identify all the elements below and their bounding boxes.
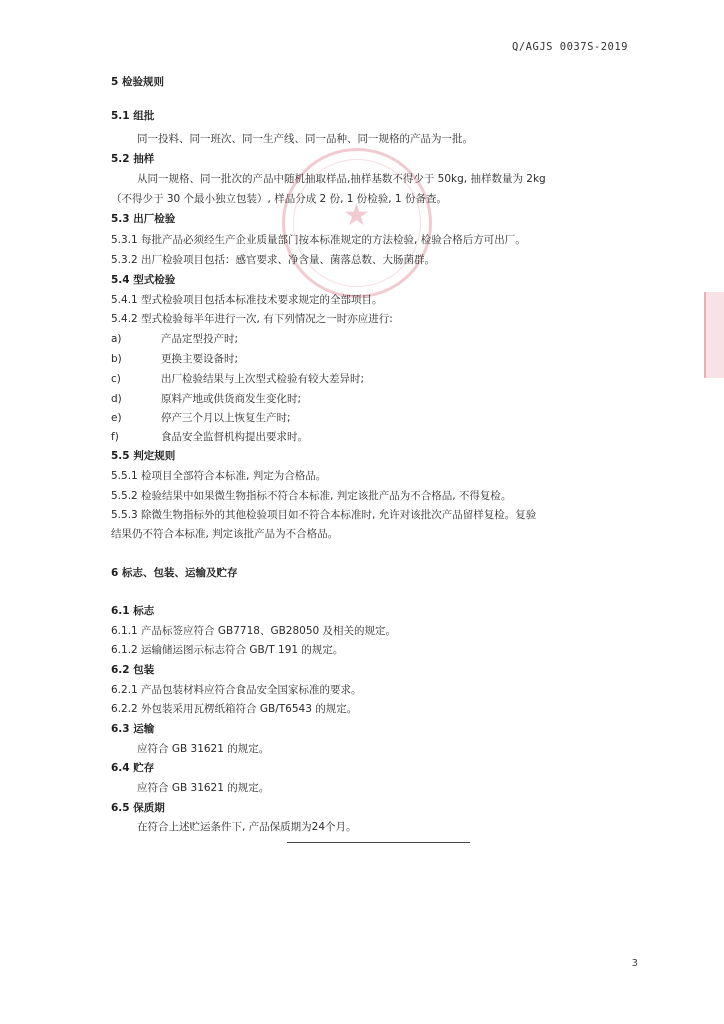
side-seal-stamp [704, 292, 724, 378]
section-5-4-1: 5.4.1 型式检验项目包括本标准技术要求规定的全部项目。 [111, 294, 383, 306]
section-5-5-3-cont: 结果仍不符合本标准, 判定该批产品为不合格品。 [111, 528, 339, 540]
end-rule-divider [287, 842, 470, 843]
section-5-5-heading: 5.5 判定规则 [111, 450, 176, 462]
standard-code: Q/AGJS 0037S-2019 [512, 41, 628, 53]
section-6-2-1: 6.2.1 产品包装材料应符合食品安全国家标准的要求。 [111, 684, 362, 696]
section-6-1-2: 6.1.2 运输储运图示标志符合 GB/T 191 的规定。 [111, 644, 344, 656]
section-5-4-2: 5.4.2 型式检验每半年进行一次, 有下列情况之一时亦应进行: [111, 313, 393, 325]
section-5-5-1: 5.5.1 检项目全部符合本标准, 判定为合格品。 [111, 470, 327, 482]
section-6-5-text: 在符合上述贮运条件下, 产品保质期为24个月。 [137, 821, 357, 833]
page-number: 3 [631, 958, 638, 969]
section-6-4-text: 应符合 GB 31621 的规定。 [137, 782, 270, 794]
section-5-3-heading: 5.3 出厂检验 [111, 213, 176, 225]
section-5-2-text-1: 从同一规格、同一批次的产品中随机抽取样品,抽样基数不得少于 50kg, 抽样数量为 2kg [137, 173, 546, 185]
section-6-heading: 6 标志、包装、运输及贮存 [111, 567, 238, 579]
list-marker-a: a) [111, 333, 122, 345]
list-item-c: 出厂检验结果与上次型式检验有较大差异时; [161, 373, 365, 385]
list-item-f: 食品安全监督机构提出要求时。 [161, 431, 308, 443]
list-item-a: 产品定型投产时; [161, 333, 239, 345]
list-item-b: 更换主要设备时; [161, 353, 239, 365]
list-item-d: 原料产地或供货商发生变化时; [161, 393, 302, 405]
section-6-3-text: 应符合 GB 31621 的规定。 [137, 743, 270, 755]
section-6-4-heading: 6.4 贮存 [111, 762, 155, 774]
section-5-heading: 5 检验规则 [111, 76, 164, 88]
section-6-1-1: 6.1.1 产品标签应符合 GB7718、GB28050 及相关的规定。 [111, 625, 397, 637]
list-marker-d: d) [111, 393, 122, 405]
list-marker-b: b) [111, 353, 122, 365]
section-6-1-heading: 6.1 标志 [111, 605, 155, 617]
seal-star-icon: ★ [343, 198, 370, 233]
section-5-2-heading: 5.2 抽样 [111, 153, 155, 165]
list-marker-c: c) [111, 373, 121, 385]
section-5-1-text: 同一投料、同一班次、同一生产线、同一品种、同一规格的产品为一批。 [137, 133, 473, 145]
section-5-3-2: 5.3.2 出厂检验项目包括：感官要求、净含量、菌落总数、大肠菌群。 [111, 254, 436, 266]
section-5-1-heading: 5.1 组批 [111, 110, 155, 122]
section-5-2-text-2: （不得少于 30 个最小独立包装）, 样品分成 2 份, 1 份检验, 1 份备查。 [111, 193, 447, 205]
section-5-5-3: 5.5.3 除微生物指标外的其他检验项目如不符合本标准时, 允许对该批次产品留样复检。复验 [111, 509, 537, 521]
section-5-4-heading: 5.4 型式检验 [111, 274, 176, 286]
section-6-2-2: 6.2.2 外包装采用瓦楞纸箱符合 GB/T6543 的规定。 [111, 703, 358, 715]
list-marker-f: f) [111, 431, 119, 443]
section-6-3-heading: 6.3 运输 [111, 723, 155, 735]
official-seal [282, 148, 432, 298]
section-6-5-heading: 6.5 保质期 [111, 802, 165, 814]
section-6-2-heading: 6.2 包装 [111, 664, 155, 676]
list-marker-e: e) [111, 412, 122, 424]
section-5-5-2: 5.5.2 检验结果中如果微生物指标不符合本标准, 判定该批产品为不合格品, 不得复检。 [111, 490, 512, 502]
list-item-e: 停产三个月以上恢复生产时; [161, 412, 291, 424]
section-5-3-1: 5.3.1 每批产品必须经生产企业质量部门按本标准规定的方法检验, 检验合格后方可出厂。 [111, 234, 526, 246]
